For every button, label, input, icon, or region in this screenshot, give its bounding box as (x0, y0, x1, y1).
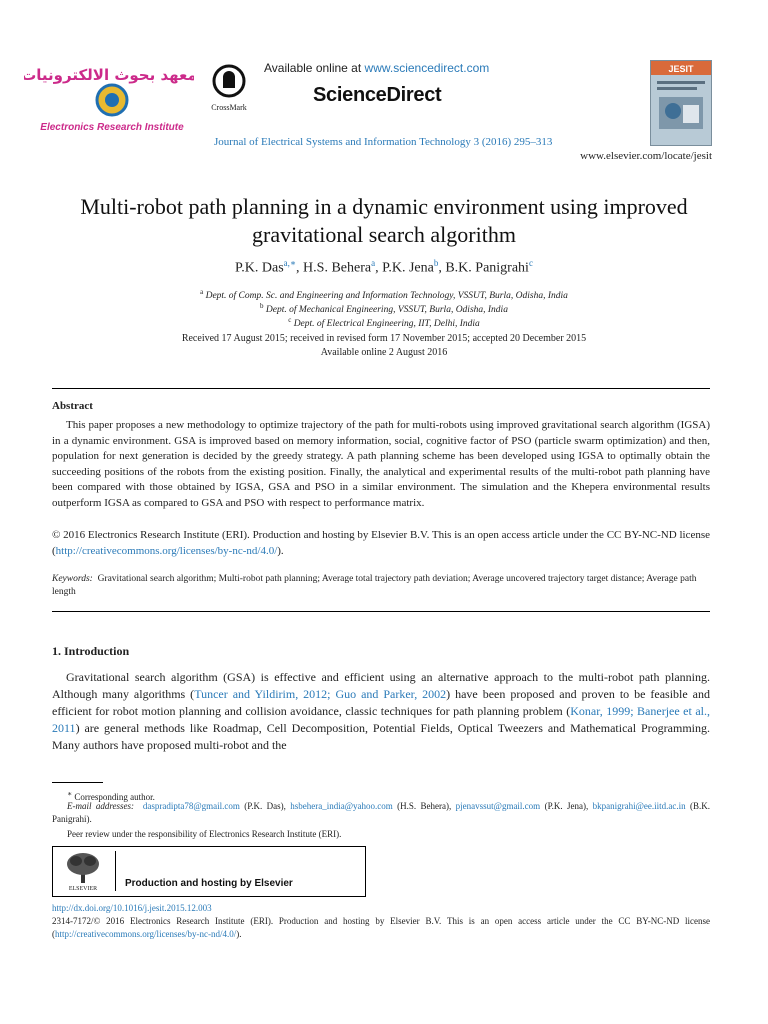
author-affil-marker[interactable]: b (433, 258, 439, 268)
eri-logo-english: Electronics Research Institute (40, 122, 184, 133)
author-affil-marker[interactable]: c (528, 258, 533, 268)
affiliation-a (30, 288, 738, 301)
keywords-label: Keywords: (52, 574, 93, 584)
doi-link[interactable]: http://dx.doi.org/10.1016/j.jesit.2015.12.003 (52, 903, 212, 913)
email-owner: (H.S. Behera), (392, 801, 456, 811)
peer-review-note (52, 828, 710, 841)
title-line-2: gravitational search algorithm (252, 222, 516, 247)
eri-logo (24, 58, 194, 136)
available-prefix: Available online at (264, 61, 365, 75)
title-line-1: Multi-robot path planning in a dynamic environment using improved (80, 194, 688, 219)
citation-link[interactable]: Tuncer and Yildirim, 2012; Guo and Parker, 2002 (194, 687, 447, 701)
affil-marker: c (288, 316, 292, 324)
author-separator: , (375, 260, 383, 276)
elsevier-tree-logo-icon (61, 851, 105, 891)
elsevier-production-box (52, 846, 366, 897)
crossmark-label: CrossMark (211, 103, 247, 112)
abstract-heading: Abstract (52, 400, 93, 412)
license-link[interactable]: http://creativecommons.org/licenses/by-nc-nd/4.0/ (55, 929, 237, 939)
elsevier-wordmark: ELSEVIER (68, 886, 98, 891)
cover-title: JESIT (668, 64, 694, 74)
author-name: B.K. Panigrahi (445, 260, 529, 276)
email-owner: (B.K. Panigrahi). (52, 801, 710, 824)
eri-logo-arabic: معهد بحوث الالكترونيات (24, 66, 194, 84)
author-affil-marker[interactable]: a (371, 258, 376, 268)
author-separator: , (296, 260, 304, 276)
sciencedirect-link[interactable]: www.sciencedirect.com (364, 61, 490, 75)
crossmark-badge[interactable] (206, 64, 252, 112)
abstract-body: This paper proposes a new methodology to optimize trajectory of the path for multi-robots using improved gravitational search algorithm (IGSA) in a dynamic environment. GSA is improved based on memory information, social, cognitive factor of PSO (particle swarm optimization) and then, population for next generation is decided by the greedy strategy. A path planning scheme has been developed using IGSA to optimally obtain the succeeding positions of the robots from the existing position. Finally, the analytical and experimental results of the multi-robot path planning have been compared with those obtained by IGSA, GSA and PSO in a similar environment. The simulation and the Khepera environmental results outperform IGSA as compared to GSA and PSO with respect to performance matrix. (52, 419, 710, 509)
copyright-suffix: ). (277, 544, 284, 557)
footnote-rule (52, 782, 103, 783)
license-link[interactable]: http://creativecommons.org/licenses/by-nc-nd/4.0/ (55, 544, 278, 557)
available-online-date: Available online 2 August 2016 (320, 347, 448, 358)
author-name: P.K. Jena (382, 260, 434, 276)
journal-citation: Journal of Electrical Systems and Information Technology 3 (2016) 295–313 (214, 136, 553, 148)
email-link[interactable]: pjenavssut@gmail.com (455, 801, 541, 811)
email-owner: (P.K. Das), (239, 801, 291, 811)
issn-copyright (52, 915, 710, 941)
section-heading-introduction: 1. Introduction (52, 644, 130, 658)
affil-marker: b (260, 302, 264, 310)
production-hosting-label: Production and hosting by Elsevier (125, 878, 293, 889)
available-online (264, 61, 489, 75)
box-separator (115, 851, 116, 891)
email-link[interactable]: daspradipta78@gmail.com (142, 801, 240, 811)
article-title (30, 193, 738, 249)
issn-text: 2314-7172/© 2016 Electronics Research Institute (ERI). Production and hosting by Elsevier B.V. This is an open access article under the CC BY-NC-ND license ( (52, 916, 710, 939)
abstract-copyright (52, 528, 710, 559)
author-affil-marker[interactable]: a,∗ (283, 258, 297, 268)
keywords (52, 573, 710, 599)
corr-text: Corresponding author. (74, 792, 155, 802)
issn-suffix: ). (236, 929, 242, 939)
author-name: H.S. Behera (303, 260, 372, 276)
email-link[interactable]: hsbehera_india@yahoo.com (290, 801, 393, 811)
affiliation-b (30, 302, 738, 315)
author-name: P.K. Das (235, 260, 284, 276)
affil-marker: a (200, 288, 204, 296)
corr-marker: ∗ (67, 789, 73, 798)
introduction-paragraph (52, 669, 710, 754)
affil-text: Dept. of Mechanical Engineering, VSSUT, Burla, Odisha, India (265, 305, 508, 316)
divider (52, 611, 710, 612)
intro-text: ) are general methods like Roadmap, Cell Decomposition, Potential Fields, Optical Tweezers and Mathematical Programming. Many authors have proposed multi-robot and the (52, 721, 710, 752)
email-label: E-mail addresses: (67, 801, 135, 811)
keywords-text: Gravitational search algorithm; Multi-robot path planning; Average total trajectory path deviation; Average uncovered trajectory target distance; Average path length (52, 574, 697, 597)
email-addresses (52, 800, 710, 826)
email-link[interactable]: bkpanigrahi@ee.iitd.ac.in (592, 801, 686, 811)
sciencedirect-brand: ScienceDirect (313, 84, 442, 106)
intro-text: ) have been proposed and proven to be feasible and efficient for robot motion planning and collision avoidance, classic techniques for path planning problem ( (52, 687, 710, 718)
copyright-text: © 2016 Electronics Research Institute (ERI). Production and hosting by Elsevier B.V. This is an open access article under the CC BY-NC-ND license ( (52, 529, 710, 557)
email-owner: (P.K. Jena), (540, 801, 593, 811)
author-list (30, 258, 738, 277)
peer-review-text: Peer review under the responsibility of Electronics Research Institute (ERI). (67, 829, 342, 839)
intro-text: Gravitational search algorithm (GSA) is effective and efficient using an alternative approach to the multi-robot path planning. Although many algorithms ( (52, 670, 710, 701)
elsevier-locate-url: www.elsevier.com/locate/jesit (580, 150, 712, 162)
affiliation-c (30, 316, 738, 329)
affil-text: Dept. of Electrical Engineering, IIT, Delhi, India (293, 319, 480, 330)
received-dates: Received 17 August 2015; received in revised form 17 November 2015; accepted 20 December 2015 (181, 333, 587, 344)
affil-text: Dept. of Comp. Sc. and Engineering and Information Technology, VSSUT, Burla, Odisha, India (205, 291, 568, 302)
citation-link[interactable]: Konar, 1999; Banerjee et al., 2011 (52, 704, 710, 735)
journal-cover-image (650, 60, 712, 146)
author-separator: , (438, 260, 446, 276)
divider (52, 388, 710, 389)
crossmark-icon (212, 64, 246, 98)
